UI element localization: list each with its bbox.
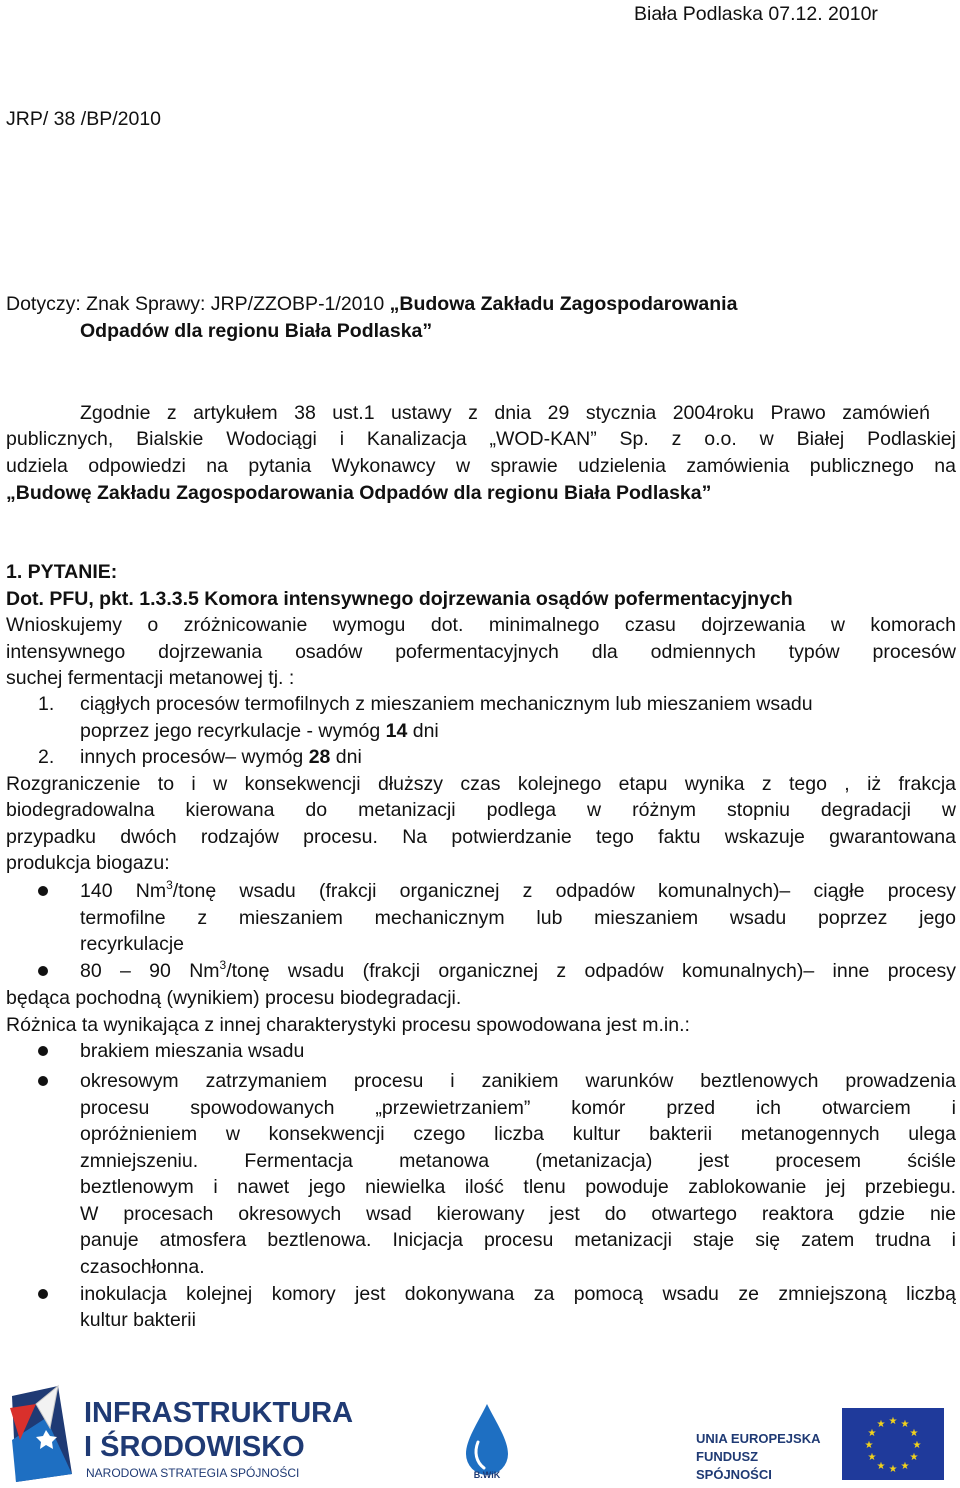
item-1-days: 14 <box>385 720 408 742</box>
intro-project-title: „Budowę Zakładu Zagospodarowania Odpadów dla regionu Biała Podlaska” <box>6 482 712 504</box>
reference-number: JRP/ 38 /BP/2010 <box>6 108 162 130</box>
item-1-line-1: ciągłych procesów termofilnych z mieszaniem mechanicznym lub mieszaniem wsadu <box>80 693 813 715</box>
svg-text:★: ★ <box>888 1464 898 1475</box>
bwik-logo <box>462 1402 512 1482</box>
difference-intro: Różnica ta wynikająca z innej charakterystyki procesu spowodowana jest m.in.: <box>6 1014 690 1036</box>
question-text-3: suchej fermentacji metanowej tj. : <box>6 667 295 689</box>
svg-text:★: ★ <box>909 1428 919 1439</box>
bullet-icon <box>38 1076 48 1086</box>
svg-text:★: ★ <box>888 1416 898 1427</box>
bullet-icon <box>38 966 48 976</box>
reason-line-2: biodegradowalna kierowana do metanizacji podlega w różnym stopniu degradacji w <box>6 799 956 821</box>
cause-2-line-2: procesu spowodowanych „przewietrzaniem” komór przed ich otwarciem i <box>80 1097 956 1119</box>
bullet-icon <box>38 1289 48 1299</box>
footer-logos <box>0 1378 960 1488</box>
item-1-number: 1. <box>38 693 55 715</box>
eu-logo-line-1: UNIA EUROPEJSKA <box>696 1431 821 1446</box>
svg-text:★: ★ <box>900 1419 910 1430</box>
infrastruktura-logo-line-1: INFRASTRUKTURA <box>84 1397 354 1429</box>
eu-flag-icon <box>842 1408 944 1480</box>
subject-label: Dotyczy: Znak Sprawy: JRP/ZZOBP-1/2010 <box>6 293 385 315</box>
svg-text:★: ★ <box>900 1461 910 1472</box>
cause-2-line-6: W procesach okresowych wsad kierowany jest do otwartego reaktora gdzie nie <box>80 1203 956 1225</box>
cause-2-line-8: czasochłonna. <box>80 1256 205 1278</box>
reason-line-1: Rozgraniczenie to i w konsekwencji dłuższy czas kolejnego etapu wynika z tego , iż frakcja <box>6 773 956 795</box>
subject-line <box>6 292 737 316</box>
svg-text:★: ★ <box>867 1452 877 1463</box>
item-2-text: innych procesów– wymóg <box>80 746 309 768</box>
eu-logo-line-2: FUNDUSZ SPÓJNOŚCI <box>696 1449 772 1482</box>
biogas-1-desc: /tonę wsadu (frakcji organicznej z odpadów komunalnych)– ciągłe procesy <box>172 880 956 902</box>
intro-line-1: Zgodnie z artykułem 38 ust.1 ustawy z dnia 29 stycznia 2004roku Prawo zamówień <box>80 402 930 424</box>
item-1-text: poprzez jego recyrkulacje - wymóg <box>80 720 386 742</box>
item-2-number: 2. <box>38 746 55 768</box>
biogas-1-line-1 <box>80 879 956 903</box>
cause-2-line-3: opróżnieniem w konsekwencji czego liczba kultur bakterii metanogennych ulega <box>80 1123 956 1145</box>
reason-line-3: przypadku dwóch rodzajów procesu. Na potwierdzanie tego faktu wskazuje gwarantowana <box>6 826 956 848</box>
svg-text:★: ★ <box>867 1428 877 1439</box>
bullet-icon <box>38 1046 48 1056</box>
question-text-1: Wnioskujemy o zróżnicowanie wymogu dot. minimalnego czasu dojrzewania w komorach <box>6 614 956 636</box>
biogas-2-line-2: będąca pochodną (wynikiem) procesu biodegradacji. <box>6 987 462 1009</box>
question-reference: Dot. PFU, pkt. 1.3.3.5 Komora intensywnego dojrzewania osądów pofermentacyjnych <box>6 588 793 610</box>
svg-text:★: ★ <box>864 1440 874 1451</box>
cause-1: brakiem mieszania wsadu <box>80 1040 305 1062</box>
question-heading: 1. PYTANIE: <box>6 561 118 583</box>
biogas-2-line-1 <box>80 959 956 983</box>
bullet-icon <box>38 886 48 896</box>
infrastruktura-logo <box>6 1378 354 1488</box>
intro-line-3: udziela odpowiedzi na pytania Wykonawcy w sprawie udzielenia zamówienia publicznego na <box>6 455 956 477</box>
item-2-line <box>80 745 362 769</box>
cause-2-line-7: panuje atmosfera beztlenowa. Inicjacja procesu metanizacji staje się zatem trudna i <box>80 1229 956 1251</box>
cause-3-line-1: inokulacja kolejnej komory jest dokonywana za pomocą wsadu ze zmniejszoną liczbą <box>80 1283 956 1305</box>
biogas-1-value: 140 Nm <box>80 880 167 902</box>
bwik-logo-text: B.WiK <box>473 1470 501 1480</box>
svg-text:★: ★ <box>876 1419 886 1430</box>
infrastruktura-logo-line-3: NARODOWA STRATEGIA SPÓJNOŚCI <box>86 1466 300 1480</box>
svg-text:★: ★ <box>876 1461 886 1472</box>
svg-text:★: ★ <box>912 1440 922 1451</box>
intro-line-2: publicznych, Bialskie Wodociągi i Kanalizacja „WOD-KAN” Sp. z o.o. w Białej Podlaskiej <box>6 428 956 450</box>
cause-2-line-4: zmniejszeniu. Fermentacja metanowa (metanizacja) jest procesem ściśle <box>80 1150 956 1172</box>
cause-2-line-1: okresowym zatrzymaniem procesu i zanikiem warunków beztlenowych prowadzenia <box>80 1070 956 1092</box>
biogas-2-desc: /tonę wsadu (frakcji organicznej z odpadów komunalnych)– inne procesy <box>226 960 956 982</box>
cause-2-line-5: beztlenowym i nawet jego niewielka ilość tlenu powoduje zablokowanie jej przebiegu. <box>80 1176 956 1198</box>
item-2-days: 28 <box>308 746 331 768</box>
item-1-unit: dni <box>407 720 439 742</box>
item-1-line-2 <box>80 719 439 743</box>
cause-3-line-2: kultur bakterii <box>80 1309 196 1331</box>
biogas-2-value: 80 – 90 Nm <box>80 960 220 982</box>
reason-line-4: produkcja biogazu: <box>6 852 170 874</box>
subject-title-cont: Odpadów dla regionu Biała Podlaska” <box>80 320 433 342</box>
item-2-unit: dni <box>330 746 362 768</box>
biogas-1-line-2: termofilne z mieszaniem mechanicznym lub mieszaniem wsadu poprzez jego <box>80 907 956 929</box>
place-date: Biała Podlaska 07.12. 2010r <box>634 3 878 25</box>
infrastruktura-logo-line-2: I ŚRODOWISKO <box>84 1431 305 1463</box>
biogas-1-sup: 3 <box>166 878 173 892</box>
svg-text:★: ★ <box>909 1452 919 1463</box>
subject-title: „Budowa Zakładu Zagospodarowania <box>389 293 738 315</box>
question-text-2: intensywnego dojrzewania osadów pofermentacyjnych dla odmiennych typów procesów <box>6 641 956 663</box>
eu-logo-text <box>696 1430 836 1484</box>
biogas-2-sup: 3 <box>219 958 227 972</box>
biogas-1-line-3: recyrkulacje <box>80 933 185 955</box>
